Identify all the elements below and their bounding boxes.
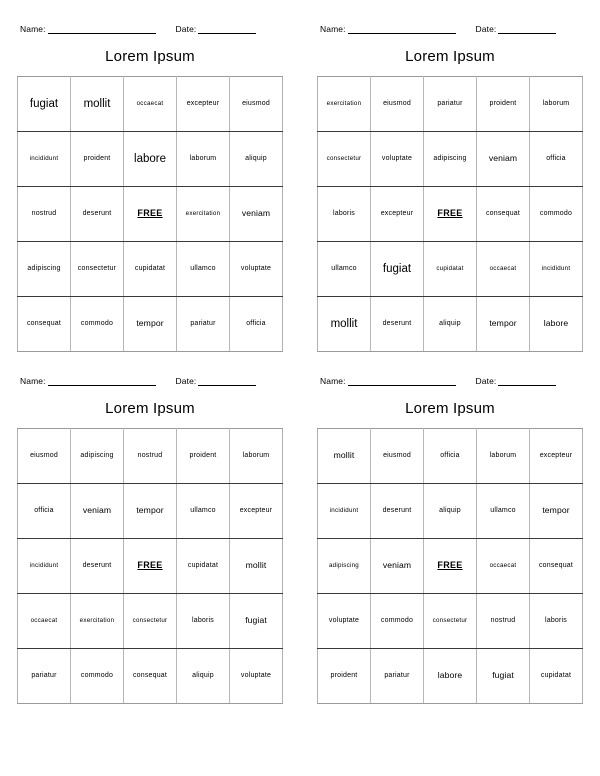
bingo-cell[interactable]: incididunt	[18, 132, 71, 187]
bingo-cell[interactable]: consequat	[477, 187, 530, 242]
bingo-row	[18, 297, 283, 352]
bingo-cell[interactable]: adipiscing	[71, 429, 124, 484]
bingo-card	[300, 18, 600, 370]
bingo-cell[interactable]: incididunt	[530, 242, 583, 297]
name-field	[320, 376, 456, 386]
bingo-free-cell[interactable]: FREE	[424, 187, 477, 242]
bingo-cell[interactable]: veniam	[371, 539, 424, 594]
name-input-line[interactable]	[48, 376, 156, 386]
bingo-row	[18, 484, 283, 539]
bingo-cell[interactable]: pariatur	[177, 297, 230, 352]
bingo-cell[interactable]: commodo	[371, 594, 424, 649]
bingo-cell[interactable]: laborum	[230, 429, 283, 484]
bingo-cell[interactable]: pariatur	[424, 77, 477, 132]
card-header	[300, 18, 600, 34]
bingo-cell[interactable]: adipiscing	[424, 132, 477, 187]
date-input-line[interactable]	[198, 376, 256, 386]
bingo-row	[318, 649, 583, 704]
bingo-cell[interactable]: laboris	[318, 187, 371, 242]
date-field	[176, 376, 257, 386]
bingo-cell[interactable]: occaecat	[124, 77, 177, 132]
bingo-cell[interactable]: deserunt	[371, 484, 424, 539]
bingo-cell[interactable]: tempor	[477, 297, 530, 352]
bingo-cell[interactable]: cupidatat	[177, 539, 230, 594]
bingo-cell[interactable]: adipiscing	[18, 242, 71, 297]
bingo-cell[interactable]: occaecat	[477, 242, 530, 297]
bingo-cell[interactable]: veniam	[230, 187, 283, 242]
bingo-cell[interactable]: cupidatat	[124, 242, 177, 297]
bingo-cell[interactable]: excepteur	[177, 77, 230, 132]
bingo-cell[interactable]: aliquip	[424, 297, 477, 352]
bingo-cell[interactable]: proident	[71, 132, 124, 187]
bingo-cell[interactable]: occaecat	[477, 539, 530, 594]
bingo-row	[318, 187, 583, 242]
bingo-cell[interactable]: consequat	[18, 297, 71, 352]
name-field	[20, 24, 156, 34]
name-input-line[interactable]	[48, 24, 156, 34]
date-input-line[interactable]	[498, 376, 556, 386]
name-input-line[interactable]	[348, 24, 456, 34]
bingo-cell[interactable]: fugiat	[477, 649, 530, 704]
bingo-row	[318, 594, 583, 649]
card-header	[300, 370, 600, 386]
bingo-cell[interactable]: excepteur	[371, 187, 424, 242]
bingo-cell[interactable]: tempor	[124, 297, 177, 352]
bingo-cell[interactable]: commodo	[530, 187, 583, 242]
bingo-cell[interactable]: aliquip	[424, 484, 477, 539]
card-header	[0, 370, 300, 386]
bingo-cell[interactable]: voluptate	[230, 649, 283, 704]
bingo-cell[interactable]: voluptate	[318, 594, 371, 649]
bingo-grid	[17, 76, 283, 352]
bingo-cell[interactable]: commodo	[71, 297, 124, 352]
bingo-free-cell[interactable]: FREE	[424, 539, 477, 594]
bingo-cell[interactable]: nostrud	[477, 594, 530, 649]
bingo-cell[interactable]: ullamco	[318, 242, 371, 297]
bingo-cell[interactable]: consequat	[530, 539, 583, 594]
date-input-line[interactable]	[198, 24, 256, 34]
name-label: Name:	[320, 376, 346, 386]
date-label: Date:	[475, 24, 497, 34]
bingo-cell[interactable]: ullamco	[177, 242, 230, 297]
bingo-cell[interactable]: veniam	[71, 484, 124, 539]
name-field	[320, 24, 456, 34]
bingo-cell[interactable]: excepteur	[530, 429, 583, 484]
bingo-cell[interactable]: labore	[530, 297, 583, 352]
date-input-line[interactable]	[498, 24, 556, 34]
bingo-cell[interactable]: exercitation	[177, 187, 230, 242]
bingo-cell[interactable]: deserunt	[71, 539, 124, 594]
bingo-row	[18, 594, 283, 649]
bingo-cell[interactable]: proident	[318, 649, 371, 704]
bingo-cell[interactable]: laboris	[177, 594, 230, 649]
bingo-cell[interactable]: consectetur	[318, 132, 371, 187]
bingo-cell[interactable]: laborum	[177, 132, 230, 187]
bingo-row	[18, 539, 283, 594]
bingo-cell[interactable]: pariatur	[371, 649, 424, 704]
date-label: Date:	[475, 376, 497, 386]
bingo-cell[interactable]: ullamco	[177, 484, 230, 539]
bingo-cell[interactable]: occaecat	[18, 594, 71, 649]
bingo-cell[interactable]: eiusmod	[371, 429, 424, 484]
bingo-cell[interactable]: fugiat	[371, 242, 424, 297]
bingo-cell[interactable]: exercitation	[318, 77, 371, 132]
bingo-row	[18, 242, 283, 297]
bingo-cell[interactable]: adipiscing	[318, 539, 371, 594]
bingo-cell[interactable]: tempor	[124, 484, 177, 539]
bingo-cell[interactable]: labore	[124, 132, 177, 187]
bingo-card	[0, 18, 300, 370]
bingo-cell[interactable]: proident	[177, 429, 230, 484]
bingo-cell[interactable]: laboris	[530, 594, 583, 649]
bingo-cell[interactable]: veniam	[477, 132, 530, 187]
date-label: Date:	[175, 24, 197, 34]
bingo-cell[interactable]: deserunt	[371, 297, 424, 352]
bingo-cell[interactable]: voluptate	[371, 132, 424, 187]
bingo-row	[18, 649, 283, 704]
bingo-cell[interactable]: cupidatat	[530, 649, 583, 704]
bingo-row	[18, 132, 283, 187]
bingo-cell[interactable]: proident	[477, 77, 530, 132]
bingo-cell[interactable]: aliquip	[177, 649, 230, 704]
bingo-cell[interactable]: officia	[424, 429, 477, 484]
bingo-cell[interactable]: incididunt	[18, 539, 71, 594]
date-label: Date:	[175, 376, 197, 386]
date-field	[176, 24, 257, 34]
card-header	[0, 18, 300, 34]
bingo-cell[interactable]: mollit	[71, 77, 124, 132]
card-title: Lorem Ipsum	[105, 400, 195, 417]
bingo-cell[interactable]: mollit	[230, 539, 283, 594]
bingo-cell[interactable]: labore	[424, 649, 477, 704]
name-label: Name:	[320, 24, 346, 34]
bingo-row	[318, 77, 583, 132]
bingo-cell[interactable]: eiusmod	[371, 77, 424, 132]
bingo-row	[318, 429, 583, 484]
bingo-cell[interactable]: nostrud	[18, 187, 71, 242]
bingo-row	[318, 297, 583, 352]
bingo-cell[interactable]: mollit	[318, 429, 371, 484]
bingo-row	[18, 429, 283, 484]
bingo-row	[318, 539, 583, 594]
bingo-cell[interactable]: consectetur	[71, 242, 124, 297]
bingo-cell[interactable]: consequat	[124, 649, 177, 704]
bingo-cell[interactable]: ullamco	[477, 484, 530, 539]
bingo-grid	[17, 428, 283, 704]
bingo-cell[interactable]: commodo	[71, 649, 124, 704]
bingo-cell[interactable]: voluptate	[230, 242, 283, 297]
card-title: Lorem Ipsum	[405, 400, 495, 417]
card-title: Lorem Ipsum	[105, 48, 195, 65]
bingo-cell[interactable]: mollit	[318, 297, 371, 352]
bingo-cell[interactable]: laborum	[477, 429, 530, 484]
bingo-row	[318, 132, 583, 187]
bingo-cell[interactable]: aliquip	[230, 132, 283, 187]
name-field	[20, 376, 156, 386]
name-input-line[interactable]	[348, 376, 456, 386]
bingo-card	[300, 370, 600, 722]
bingo-cell[interactable]: consectetur	[124, 594, 177, 649]
bingo-cell[interactable]: laborum	[530, 77, 583, 132]
bingo-cell[interactable]: excepteur	[230, 484, 283, 539]
bingo-grid	[317, 76, 583, 352]
bingo-row	[318, 484, 583, 539]
bingo-cell[interactable]: fugiat	[18, 77, 71, 132]
name-label: Name:	[20, 376, 46, 386]
bingo-cell[interactable]: officia	[530, 132, 583, 187]
bingo-row	[18, 77, 283, 132]
bingo-cell[interactable]: cupidatat	[424, 242, 477, 297]
bingo-cell[interactable]: tempor	[530, 484, 583, 539]
bingo-row	[318, 242, 583, 297]
bingo-cell[interactable]: eiusmod	[18, 429, 71, 484]
bingo-cell[interactable]: pariatur	[18, 649, 71, 704]
card-title: Lorem Ipsum	[405, 48, 495, 65]
bingo-cell[interactable]: incididunt	[318, 484, 371, 539]
bingo-free-cell[interactable]: FREE	[124, 187, 177, 242]
bingo-cell[interactable]: deserunt	[71, 187, 124, 242]
date-field	[476, 24, 557, 34]
date-field	[476, 376, 557, 386]
bingo-cell[interactable]: fugiat	[230, 594, 283, 649]
bingo-cell[interactable]: consectetur	[424, 594, 477, 649]
bingo-cell[interactable]: nostrud	[124, 429, 177, 484]
bingo-free-cell[interactable]: FREE	[124, 539, 177, 594]
bingo-cell[interactable]: officia	[230, 297, 283, 352]
name-label: Name:	[20, 24, 46, 34]
bingo-cell[interactable]: officia	[18, 484, 71, 539]
bingo-grid	[317, 428, 583, 704]
bingo-row	[18, 187, 283, 242]
bingo-cell[interactable]: eiusmod	[230, 77, 283, 132]
bingo-cell[interactable]: exercitation	[71, 594, 124, 649]
bingo-card	[0, 370, 300, 722]
